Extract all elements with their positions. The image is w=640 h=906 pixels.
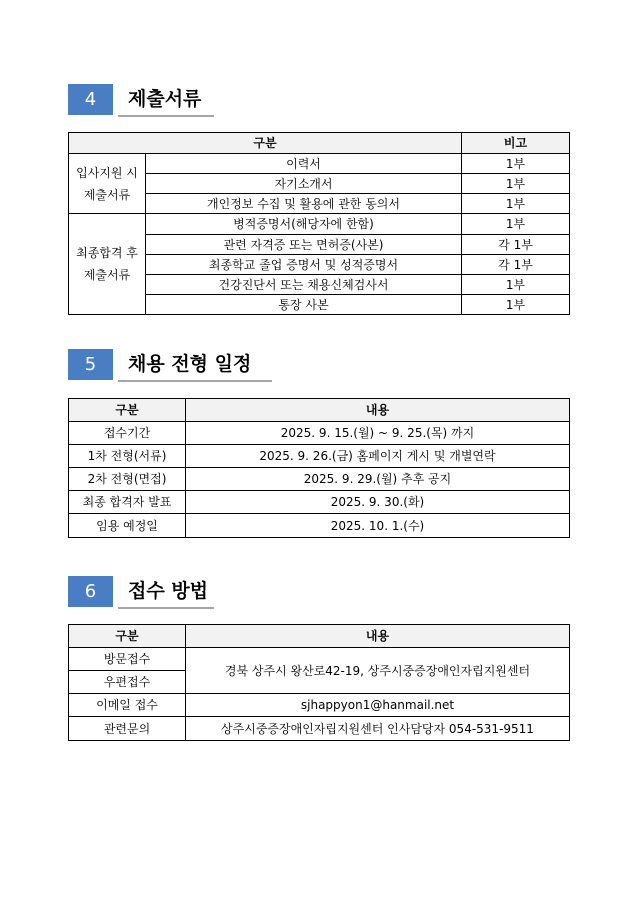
doc-note: 1부: [462, 174, 570, 194]
schedule-content: 2025. 9. 15.(월) ~ 9. 25.(목) 까지: [186, 422, 570, 445]
section-5-underline: [118, 380, 272, 382]
table-row: [69, 717, 570, 741]
schedule-content: 2025. 9. 29.(월) 추후 공지: [186, 468, 570, 491]
section-5-title: 채용 전형 일정: [128, 353, 252, 375]
header-category: 구분: [69, 625, 186, 648]
section-4-underline: [118, 115, 214, 117]
table-row: [69, 154, 570, 174]
doc-name: 개인정보 수집 및 활용에 관한 동의서: [146, 194, 462, 214]
application-method-table: [68, 624, 570, 741]
inquiry-label: 관련문의: [69, 717, 186, 741]
doc-note: 각 1부: [462, 235, 570, 255]
schedule-category: 최종 합격자 발표: [69, 491, 186, 514]
doc-note: 각 1부: [462, 255, 570, 275]
section-4-title: 제출서류: [128, 88, 202, 110]
doc-note: 1부: [462, 194, 570, 214]
visit-label: 방문접수: [69, 648, 186, 671]
schedule-category: 1차 전형(서류): [69, 445, 186, 468]
section-5-heading: [68, 349, 288, 381]
schedule-category: 임용 예정일: [69, 514, 186, 538]
doc-note: 1부: [462, 214, 570, 235]
schedule-content: 2025. 10. 1.(수): [186, 514, 570, 538]
section-6-heading: [68, 576, 218, 608]
group-label-final: 최종합격 후 제출서류: [69, 214, 146, 315]
doc-name: 건강진단서 또는 채용신체검사서: [146, 275, 462, 295]
doc-name: 최종학교 졸업 증명서 및 성적증명서: [146, 255, 462, 275]
header-category: 구분: [69, 399, 186, 422]
table-row: [69, 214, 570, 235]
address-value: 경북 상주시 왕산로42-19, 상주시중증장애인자립지원센터: [186, 648, 570, 694]
table-header-row: [69, 625, 570, 648]
header-note: 비고: [462, 133, 570, 154]
submission-documents-table: [68, 132, 570, 315]
table-row: [69, 694, 570, 717]
schedule-content: 2025. 9. 30.(화): [186, 491, 570, 514]
doc-name: 병적증명서(해당자에 한함): [146, 214, 462, 235]
section-4-heading: [68, 84, 218, 116]
doc-name: 자기소개서: [146, 174, 462, 194]
table-row: [69, 422, 570, 445]
section-6-number: 6: [68, 576, 113, 607]
doc-note: 1부: [462, 154, 570, 174]
recruitment-schedule-table: [68, 398, 570, 538]
doc-note: 1부: [462, 295, 570, 315]
table-row: [69, 491, 570, 514]
schedule-content: 2025. 9. 26.(금) 홈페이지 게시 및 개별연락: [186, 445, 570, 468]
header-category: 구분: [69, 133, 462, 154]
inquiry-value: 상주시중증장애인자립지원센터 인사담당자 054-531-9511: [186, 717, 570, 741]
section-6-underline: [118, 607, 214, 609]
section-4-number: 4: [68, 84, 113, 115]
doc-name: 관련 자격증 또는 면허증(사본): [146, 235, 462, 255]
table-header-row: [69, 133, 570, 154]
email-value: sjhappyon1@hanmail.net: [186, 694, 570, 717]
doc-name: 통장 사본: [146, 295, 462, 315]
email-label: 이메일 접수: [69, 694, 186, 717]
section-6-title: 접수 방법: [128, 580, 209, 602]
doc-note: 1부: [462, 275, 570, 295]
doc-name: 이력서: [146, 154, 462, 174]
table-row: [69, 648, 570, 671]
table-header-row: [69, 399, 570, 422]
header-content: 내용: [186, 399, 570, 422]
table-row: [69, 445, 570, 468]
schedule-category: 접수기간: [69, 422, 186, 445]
schedule-category: 2차 전형(면접): [69, 468, 186, 491]
header-content: 내용: [186, 625, 570, 648]
mail-label: 우편접수: [69, 671, 186, 694]
section-5-number: 5: [68, 349, 113, 380]
group-label-application: 입사지원 시 제출서류: [69, 154, 146, 214]
table-row: [69, 468, 570, 491]
table-row: [69, 514, 570, 538]
